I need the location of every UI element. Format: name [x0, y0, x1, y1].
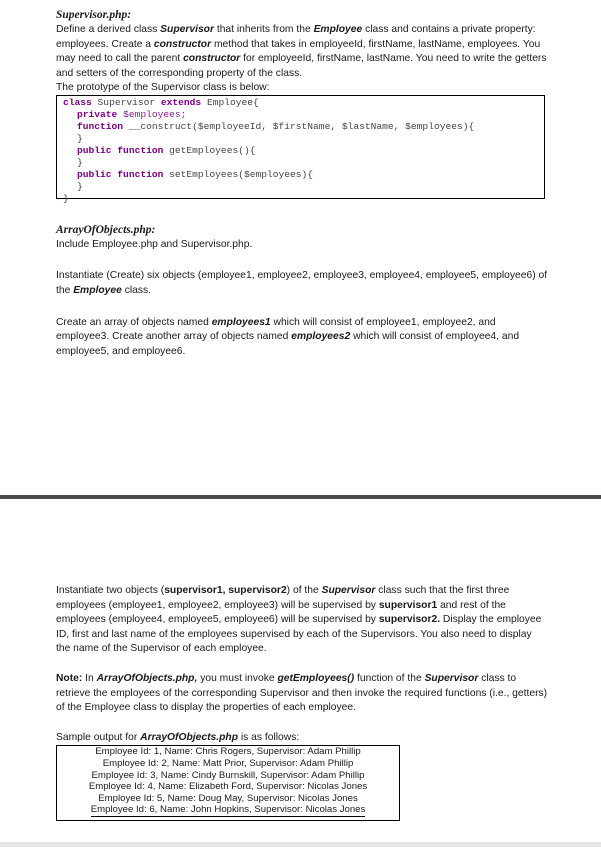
output-line: Employee Id: 4, Name: Elizabeth Ford, Supervisor: Nicolas Jones: [88, 781, 368, 793]
output-line: Employee Id: 3, Name: Cindy Burnskill, Supervisor: Adam Phillip: [91, 769, 365, 781]
code-line: }: [63, 192, 69, 204]
code-line: function __construct($employeeId, $firstName, $lastName, $employees){: [77, 120, 475, 132]
code-line: public function setEmployees($employees){: [77, 168, 314, 180]
sample-output-label: Sample output for ArrayOfObjects.php is as follows:: [56, 731, 300, 743]
supervisor-description: Define a derived class Supervisor that inherits from the Employee class and contains a private property: employees. Create a constructor method that takes in employeeId, firstName, lastName, employees. You may need to call the parent constructor for employeeId, firstName, lastName. You need to write the getters and setters of the corresponding property of the class.: [56, 23, 547, 79]
note-para: Note: In ArrayOfObjects.php, you must invoke getEmployees() function of the Supervisor class to retrieve the employees of the corresponding Supervisor and then invoke the required functions (i.e., getters) of the Employee class to display the properties of each employee.: [56, 673, 548, 714]
code-line: }: [77, 156, 83, 168]
code-line: }: [77, 180, 83, 192]
code-line: }: [77, 132, 83, 144]
prototype-label: The prototype of the Supervisor class is below:: [56, 82, 270, 94]
code-block: [56, 95, 545, 204]
output-line: Employee Id: 5, Name: Doug May, Supervisor: Nicolas Jones: [98, 792, 358, 804]
instantiate-supervisors-para: Instantiate two objects (supervisor1, supervisor2) of the Supervisor class such that the first three employees (employee1, employee2, employee3) will be supervised by supervisor1 and rest of the employees (employee4, employee5, employee6) will be supervised by supervisor2. Display the employee ID, first and last name of the employees supervised by each of the Supervisors. You also need to display the name of the Supervisor of each employee.: [56, 585, 542, 655]
output-line: Employee Id: 1, Name: Chris Rogers, Supervisor: Adam Phillip: [95, 746, 361, 758]
bottom-divider: [0, 842, 601, 847]
output-line: Employee Id: 6, Name: John Hopkins, Supervisor: Nicolas Jones: [90, 804, 366, 816]
instantiate-employees-para: Instantiate (Create) six objects (employee1, employee2, employee3, employee4, employee5, employee6) of the Employee class.: [56, 270, 548, 296]
code-line: class Supervisor extends Employee{: [63, 96, 259, 108]
document-page: [56, 8, 548, 359]
arrayofobjects-heading: ArrayOfObjects.php:: [56, 223, 156, 236]
sample-output-box: [56, 745, 400, 821]
code-line: public function getEmployees(){: [77, 144, 256, 156]
code-line: private $employees;: [77, 108, 187, 120]
output-line: Employee Id: 2, Name: Matt Prior, Supervisor: Adam Phillip: [102, 758, 354, 770]
include-text: Include Employee.php and Supervisor.php.: [56, 238, 253, 250]
create-arrays-para: Create an array of objects named employees1 which will consist of employee1, employee2, and employee3. Create another array of objects named employees2 which will consist of employee4, and employee5, and employee6.: [56, 316, 520, 357]
document-page-2: [56, 584, 548, 821]
supervisor-heading: Supervisor.php:: [56, 9, 132, 21]
page-divider: [0, 495, 601, 499]
